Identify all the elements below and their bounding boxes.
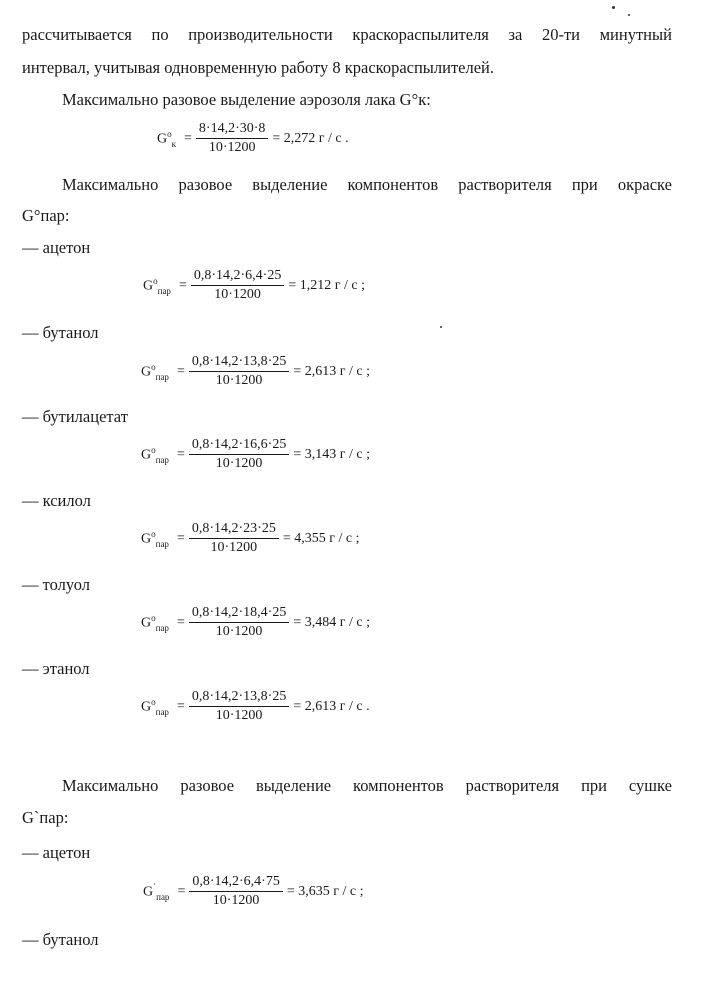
equation-solvent: $G^о_{пар}$ = $\frac{0,8\cdot 14,2\cdot 6,4\cdot 25}{10\cdot 1200}$ = 1,212 г / с ; <box>143 268 365 302</box>
word: компонентов <box>353 776 444 795</box>
word: разовое <box>178 175 233 194</box>
equation-solvent: $G^о_{пар}$ = $\frac{0,8\cdot 14,2\cdot 16,6\cdot 25}{10\cdot 1200}$ = 3,143 г / с ; <box>141 437 370 471</box>
word: Максимально <box>62 776 159 795</box>
para-paint-line2: G°пар: <box>22 206 70 225</box>
eq-result: = 3,143 г / с ; <box>293 446 370 462</box>
eq-result: = 2,613 г / с . <box>293 698 370 714</box>
eq-fraction <box>196 121 269 156</box>
eq-denominator: 10·1200 <box>215 708 263 723</box>
equation-solvent: $G^о_{пар}$ = $\frac{0,8\cdot 14,2\cdot 13,8\cdot 25}{10\cdot 1200}$ = 2,613 г / с ; <box>141 354 370 388</box>
scan-speck <box>628 14 630 16</box>
eq-numerator: 0,8·14,2·13,8·25 <box>189 354 290 372</box>
eq-lhs: $G^о_к$ <box>157 128 176 150</box>
eq-result: = 2,272 г / с . <box>272 130 349 146</box>
word: Максимально <box>62 175 159 194</box>
solvent-label: — толуол <box>22 575 90 594</box>
solvent-label: — этанол <box>22 659 90 678</box>
equation-solvent: $G^о_{пар}$ = $\frac{0,8\cdot 14,2\cdot 18,4\cdot 25}{10\cdot 1200}$ = 3,484 г / с ; <box>141 605 370 639</box>
eq-denominator: 10·1200 <box>215 624 263 639</box>
para-dry-line2: G`пар: <box>22 808 69 827</box>
heading-lacquer: Максимально разовое выделение аэрозоля лака G°к: <box>62 90 431 109</box>
eq-result: = 3,635 г / с ; <box>286 883 364 899</box>
scan-speck <box>440 326 442 328</box>
equation-solvent: $G^`_{пар}$ = $\frac{0,8\cdot 14,2\cdot 6,4\cdot 75}{10\cdot 1200}$ = 3,635 г / с ; <box>143 874 364 908</box>
eq-numerator: 0,8·14,2·6,4·25 <box>191 268 285 286</box>
para1-line1 <box>22 25 672 45</box>
eq-numerator: 0,8·14,2·13,8·25 <box>189 689 290 707</box>
word: за <box>508 25 523 44</box>
word: краскораспылителя <box>352 25 489 44</box>
eq-denominator: 10·1200 <box>210 540 258 555</box>
word: компонентов <box>347 175 439 194</box>
word: окраске <box>617 175 672 194</box>
para-paint-line1 <box>62 175 672 195</box>
word: по <box>151 25 169 44</box>
word: разовое <box>180 776 235 795</box>
solvent-label: — ацетон <box>22 238 91 257</box>
word: 20-ти <box>541 25 580 44</box>
solvent-label: — бутилацетат <box>22 407 128 426</box>
eq-numerator: 0,8·14,2·16,6·25 <box>189 437 290 455</box>
eq-numerator: 0,8·14,2·6,4·75 <box>189 874 283 892</box>
equation-lacquer: $G^о_к$ = $\frac{8\cdot 14,2\cdot 30\cdot 8}{10\cdot 1200}$ = 2,272 г / с . <box>157 121 349 155</box>
word: при <box>581 776 607 795</box>
solvent-label: — бутанол <box>22 323 99 342</box>
solvent-label: — ацетон <box>22 843 91 862</box>
scan-speck <box>612 6 615 9</box>
solvent-label: — бутанол <box>22 930 99 949</box>
para-dry-line1 <box>62 776 672 796</box>
equation-solvent: $G^о_{пар}$ = $\frac{0,8\cdot 14,2\cdot 13,8\cdot 25}{10\cdot 1200}$ = 2,613 г / с . <box>141 689 370 723</box>
eq-denominator: 10·1200 <box>215 373 263 388</box>
eq-denominator: 10·1200 <box>215 456 263 471</box>
word: производительности <box>188 25 333 44</box>
eq-result: = 3,484 г / с ; <box>293 614 370 630</box>
word: сушке <box>628 776 672 795</box>
eq-result: = 4,355 г / с ; <box>282 530 360 546</box>
eq-numerator: 0,8·14,2·18,4·25 <box>189 605 290 623</box>
word: минутный <box>599 25 672 44</box>
eq-denominator: 10·1200 <box>214 287 261 302</box>
solvent-label: — ксилол <box>22 491 91 510</box>
eq-denominator: 10·1200 <box>208 140 256 155</box>
para1-line2: интервал, учитывая одновременную работу 8 краскораспылителей. <box>22 58 495 77</box>
word: при <box>571 175 598 194</box>
word: рассчитывается <box>22 25 132 44</box>
word: растворителя <box>465 776 560 795</box>
word: выделение <box>255 776 332 795</box>
eq-result: = 1,212 г / с ; <box>288 277 365 293</box>
eq-numerator: 8·14,2·30·8 <box>196 121 269 139</box>
word: выделение <box>252 175 328 194</box>
eq-denominator: 10·1200 <box>212 893 260 908</box>
word: растворителя <box>458 175 552 194</box>
eq-result: = 2,613 г / с ; <box>293 363 370 379</box>
eq-numerator: 0,8·14,2·23·25 <box>189 521 279 539</box>
equation-solvent: $G^о_{пар}$ = $\frac{0,8\cdot 14,2\cdot 23\cdot 25}{10\cdot 1200}$ = 4,355 г / с ; <box>141 521 360 555</box>
